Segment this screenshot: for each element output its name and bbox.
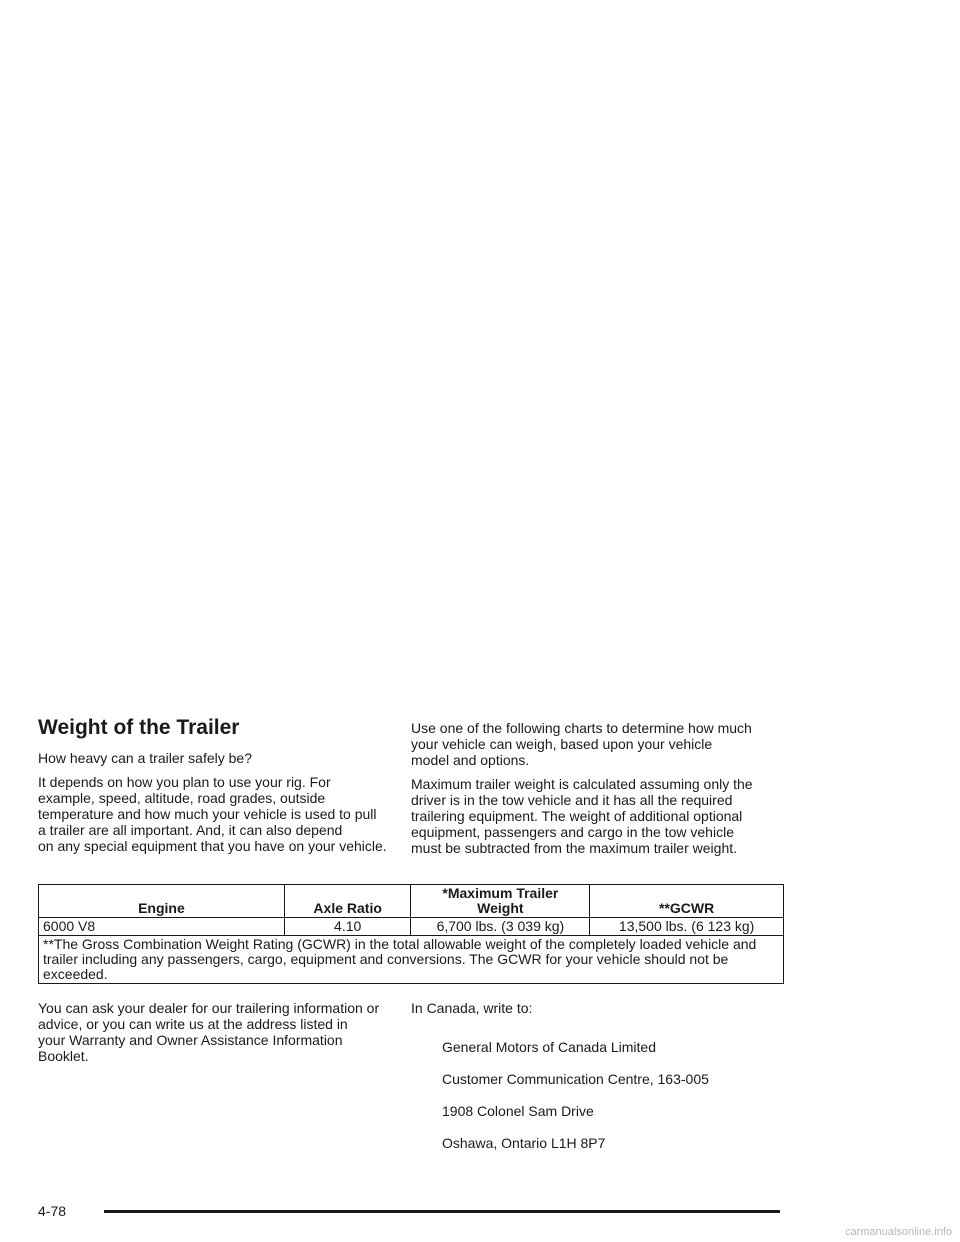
gcwr-footnote: **The Gross Combination Weight Rating (GCWR) in the total allowable weight of the completely loaded vehicle and trailer including any passengers, cargo, equipment and conversions. The GCWR for your vehicle should not be exceeded. — [39, 936, 784, 984]
header-engine: Engine — [39, 885, 285, 918]
dealer-info-text: You can ask your dealer for our trailering information or advice, or you can write us at the address listed in your Warranty and Owner Assistance Information Booklet. — [38, 1000, 380, 1064]
max-weight-paragraph: Maximum trailer weight is calculated assuming only the driver is in the tow vehicle and it has all the required trailering equipment. The weight of additional optional equipment, passengers and cargo in the tow vehicle must be subtracted from the maximum trailer weight. — [411, 776, 753, 856]
watermark-text: carmanualsonline.info — [844, 1226, 952, 1238]
left-column — [38, 715, 400, 862]
cell-axle-ratio: 4.10 — [284, 918, 411, 936]
footer-divider — [104, 1210, 780, 1213]
page-number: 4-78 — [38, 1203, 67, 1219]
header-max-trailer-weight: *Maximum Trailer Weight — [411, 885, 590, 918]
address-line: General Motors of Canada Limited — [442, 1039, 656, 1055]
intro-paragraph: It depends on how you plan to use your rig. For example, speed, altitude, road grades, outside temperature and how much your vehicle is used to pull a trailer are all important. And, it can also depend on any special equipment that you have on your vehicle. — [38, 774, 387, 854]
cell-gcwr: 13,500 lbs. (6 123 kg) — [590, 918, 784, 936]
address-line: Customer Communication Centre, 163-005 — [442, 1071, 709, 1087]
section-heading: Weight of the Trailer — [38, 716, 240, 739]
dealer-info-column — [38, 1000, 400, 1072]
cell-max-trailer-weight: 6,700 lbs. (3 039 kg) — [411, 918, 590, 936]
header-gcwr: **GCWR — [590, 885, 784, 918]
cell-engine: 6000 V8 — [39, 918, 285, 936]
header-axle-ratio: Axle Ratio — [284, 885, 411, 918]
table-header-row — [39, 885, 784, 918]
right-column — [411, 720, 783, 864]
address-line: 1908 Colonel Sam Drive — [442, 1103, 594, 1119]
trailer-weight-table — [38, 884, 784, 984]
canada-address — [411, 1023, 783, 1167]
canada-address-column — [411, 1000, 783, 1167]
address-line: Oshawa, Ontario L1H 8P7 — [442, 1135, 606, 1151]
intro-question: How heavy can a trailer safely be? — [38, 750, 252, 766]
table-row — [39, 918, 784, 936]
table-footnote-row — [39, 936, 784, 984]
charts-paragraph: Use one of the following charts to determine how much your vehicle can weigh, based upon your vehicle model and options. — [411, 720, 752, 768]
canada-intro: In Canada, write to: — [411, 1000, 533, 1016]
